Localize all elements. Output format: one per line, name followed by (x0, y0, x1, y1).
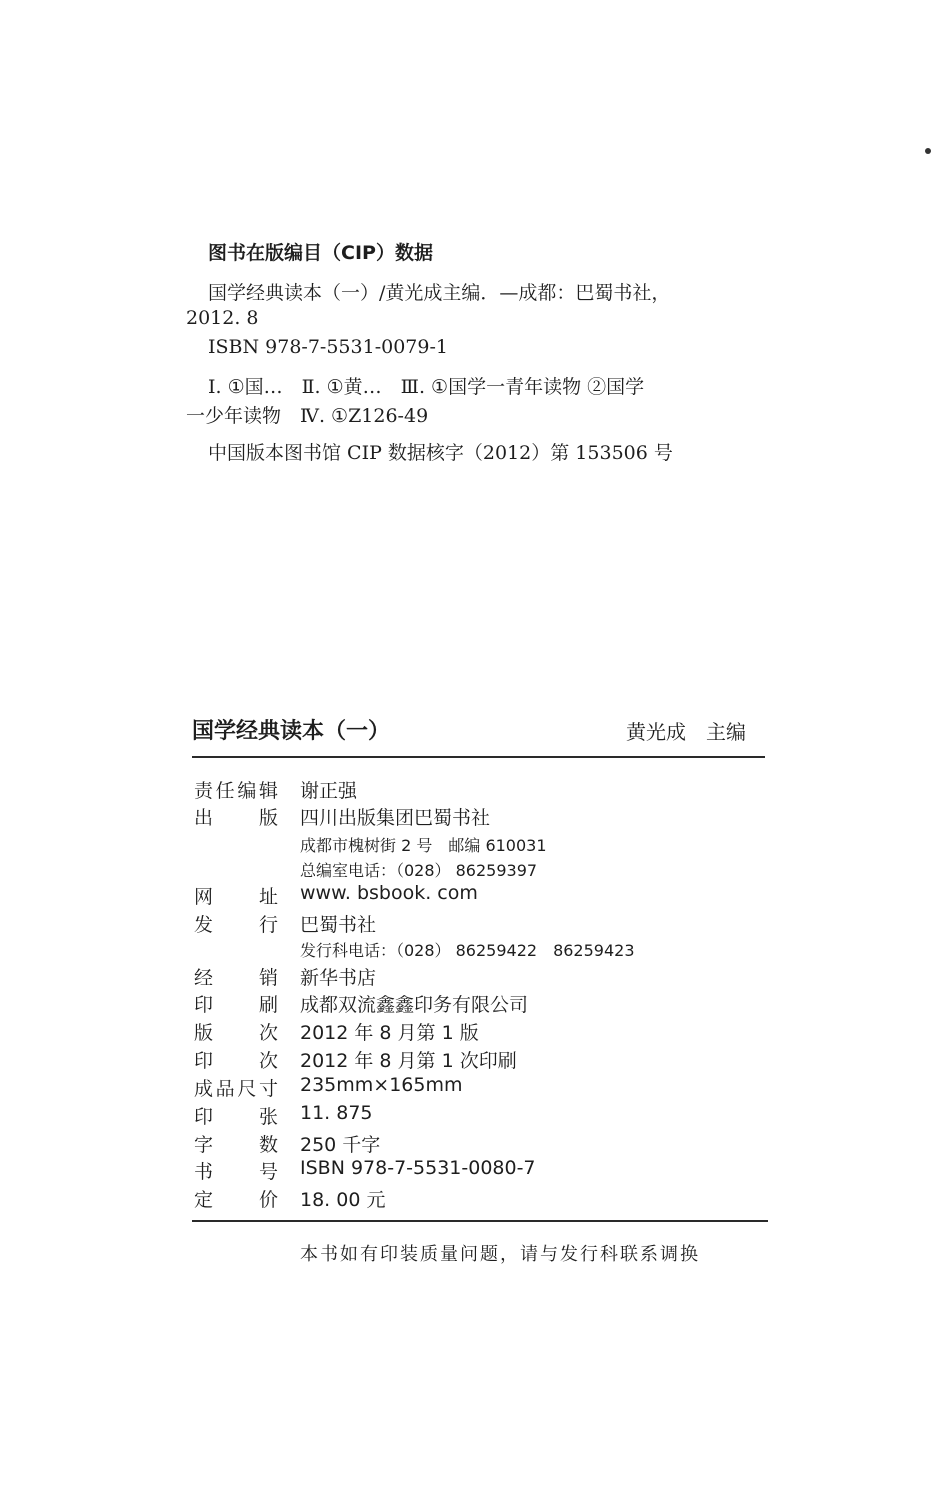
row-label: 印 张 (194, 1106, 278, 1128)
row-value: 235mm×165mm (300, 1074, 463, 1096)
row-label: 出 版 (194, 807, 278, 829)
row-value: 谢正强 (300, 780, 358, 802)
row-value: ISBN 978-7-5531-0080-7 (300, 1157, 536, 1179)
row-label: 网 址 (194, 886, 278, 908)
row-subline: 发行科电话：（028） 86259422 86259423 (300, 941, 635, 960)
row-label: 书 号 (194, 1161, 278, 1183)
row-subline: 成都市槐树街 2 号 邮编 610031 (300, 836, 547, 855)
row-value: 18. 00 元 (300, 1189, 386, 1211)
bottom-rule (192, 1220, 768, 1222)
row-value: 250 千字 (300, 1134, 381, 1156)
book-editor: 黄光成 主编 (626, 720, 746, 744)
row-label: 版 次 (194, 1022, 278, 1044)
row-value: www. bsbook. com (300, 882, 478, 904)
row-value: 2012 年 8 月第 1 次印刷 (300, 1050, 517, 1072)
cip-title-line: 国学经典读本（一）/黄光成主编．—成都：巴蜀书社， (208, 282, 671, 304)
row-label: 经 销 (194, 967, 278, 989)
row-label: 发 行 (194, 914, 278, 936)
row-label: 责 任 编 辑 (194, 780, 278, 802)
row-value: 成都双流鑫鑫印务有限公司 (300, 994, 529, 1016)
row-value: 11. 875 (300, 1102, 373, 1124)
row-subline: 总编室电话：（028） 86259397 (300, 861, 538, 880)
cip-subject-line-2: 一少年读物 Ⅳ. ①Z126-49 (186, 405, 429, 427)
row-label: 印 刷 (194, 994, 278, 1016)
book-title: 国学经典读本（一） (192, 719, 391, 744)
row-value: 2012 年 8 月第 1 版 (300, 1022, 479, 1044)
quality-notice: 本书如有印装质量问题，请与发行科联系调换 (300, 1244, 700, 1265)
row-label: 字 数 (194, 1134, 278, 1156)
row-value: 新华书店 (300, 967, 377, 989)
cip-subject-line-1: Ⅰ. ①国… Ⅱ. ①黄… Ⅲ. ①国学一青年读物 ②国学 (208, 376, 645, 398)
top-rule (192, 756, 765, 758)
cip-heading: 图书在版编目（CIP）数据 (208, 242, 433, 264)
row-label: 定 价 (194, 1189, 278, 1211)
row-value: 四川出版集团巴蜀书社 (300, 807, 491, 829)
row-label: 成 品 尺 寸 (194, 1078, 278, 1100)
cip-date-line: 2012. 8 (186, 307, 259, 329)
cip-record-line: 中国版本图书馆 CIP 数据核字（2012）第 153506 号 (208, 442, 673, 464)
row-label: 印 次 (194, 1050, 278, 1072)
paper-speck (925, 148, 931, 154)
cip-isbn-line: ISBN 978-7-5531-0079-1 (208, 336, 448, 358)
row-value: 巴蜀书社 (300, 914, 377, 936)
